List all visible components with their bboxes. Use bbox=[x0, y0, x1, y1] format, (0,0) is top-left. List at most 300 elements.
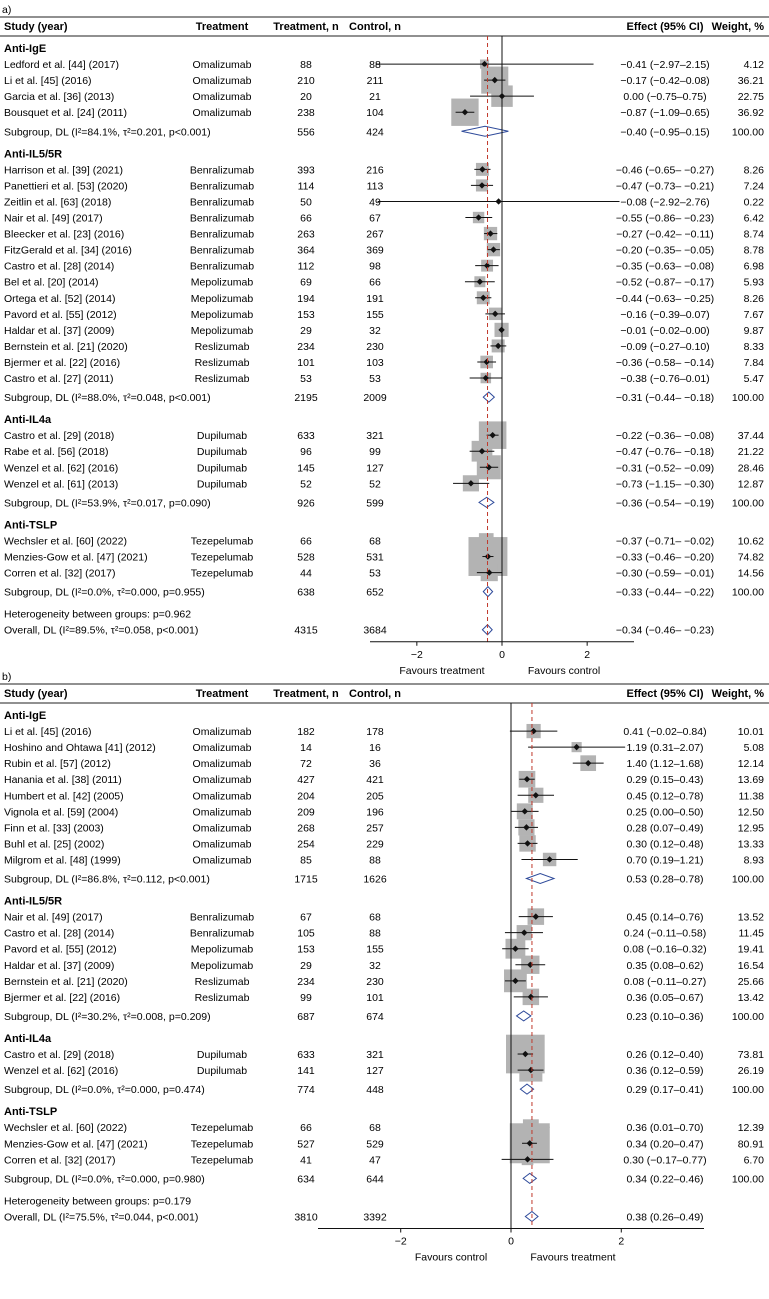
treatment-name: Dupilumab bbox=[196, 478, 248, 491]
study-name: Castro et al. [28] (2014) bbox=[4, 260, 115, 273]
group-heading: Anti-IgE bbox=[4, 43, 47, 56]
weight-value: 13.52 bbox=[737, 911, 764, 924]
x-tick-label: −2 bbox=[394, 1235, 407, 1248]
weight-value: 36.21 bbox=[737, 75, 764, 88]
control-n: 229 bbox=[366, 838, 384, 851]
treatment-n: 29 bbox=[300, 324, 312, 337]
treatment-n: 182 bbox=[297, 726, 315, 739]
control-n: 321 bbox=[366, 430, 384, 443]
subgroup-label: Subgroup, DL (I²=86.8%, τ²=0.112, p<0.001) bbox=[4, 873, 210, 886]
treatment-n: 66 bbox=[300, 212, 312, 225]
control-n: 53 bbox=[369, 373, 381, 386]
study-name: Bousquet et al. [24] (2011) bbox=[4, 107, 127, 120]
effect-ci: −0.87 (−1.09–0.65) bbox=[620, 107, 710, 120]
study-name: Bjermer et al. [22] (2016) bbox=[4, 991, 121, 1004]
treatment-name: Omalizumab bbox=[192, 742, 252, 755]
control-n: 529 bbox=[366, 1138, 384, 1151]
study-name: Rubin et al. [57] (2012) bbox=[4, 758, 111, 771]
heterogeneity-text: Heterogeneity between groups: p=0.179 bbox=[4, 1195, 192, 1208]
treatment-name: Reslizumab bbox=[194, 373, 250, 386]
x-tick-label: 2 bbox=[584, 648, 591, 661]
group-heading: Anti-TSLP bbox=[4, 519, 58, 532]
pooled-diamond bbox=[523, 1173, 536, 1183]
control-n: 103 bbox=[366, 356, 384, 369]
pooled-treatment-n: 774 bbox=[297, 1084, 315, 1097]
x-tick-label: 0 bbox=[499, 648, 505, 661]
study-name: Wechsler et al. [60] (2022) bbox=[4, 1122, 127, 1135]
effect-ci: 0.30 (0.12–0.48) bbox=[626, 838, 704, 851]
study-name: Li et al. [45] (2016) bbox=[4, 75, 92, 88]
effect-ci: 0.24 (−0.11–0.58) bbox=[623, 927, 707, 940]
study-name: Menzies-Gow et al. [47] (2021) bbox=[4, 1138, 148, 1151]
study-name: Corren et al. [32] (2017) bbox=[4, 1154, 116, 1167]
control-n: 321 bbox=[366, 1049, 384, 1062]
control-n: 52 bbox=[369, 478, 381, 491]
weight-value: 8.33 bbox=[743, 340, 764, 353]
pooled-control-n: 599 bbox=[366, 497, 384, 510]
pooled-effect-ci: −0.34 (−0.46– −0.23) bbox=[615, 624, 715, 637]
subgroup-label: Subgroup, DL (I²=0.0%, τ²=0.000, p=0.474) bbox=[4, 1084, 205, 1097]
effect-ci: 1.40 (1.12–1.68) bbox=[626, 758, 704, 771]
treatment-n: 114 bbox=[297, 180, 315, 193]
weight-value: 22.75 bbox=[737, 91, 764, 104]
effect-ci: 0.70 (0.19–1.21) bbox=[626, 854, 704, 867]
treatment-n: 364 bbox=[297, 244, 315, 257]
pooled-control-n: 2009 bbox=[363, 392, 387, 405]
weight-value: 11.45 bbox=[738, 927, 764, 940]
treatment-n: 96 bbox=[300, 446, 312, 459]
control-n: 98 bbox=[369, 260, 381, 273]
pooled-effect-ci: −0.36 (−0.54– −0.19) bbox=[615, 497, 715, 510]
pooled-treatment-n: 638 bbox=[297, 586, 315, 599]
study-name: Bernstein et al. [21] (2020) bbox=[4, 340, 128, 353]
study-name: Menzies-Gow et al. [47] (2021) bbox=[4, 551, 148, 564]
study-name: Wenzel et al. [62] (2016) bbox=[4, 1065, 119, 1078]
study-name: Pavord et al. [55] (2012) bbox=[4, 308, 117, 321]
favours-right-label: Favours control bbox=[527, 664, 601, 677]
study-name: Zeitlin et al. [63] (2018) bbox=[4, 196, 112, 209]
weight-value: 7.24 bbox=[743, 180, 764, 193]
pooled-effect-ci: 0.38 (0.26–0.49) bbox=[626, 1211, 704, 1224]
treatment-name: Tezepelumab bbox=[190, 535, 254, 548]
control-n: 104 bbox=[366, 107, 384, 120]
treatment-n: 52 bbox=[300, 478, 312, 491]
treatment-n: 50 bbox=[300, 196, 312, 209]
pooled-control-n: 644 bbox=[366, 1173, 384, 1186]
weight-value: 16.54 bbox=[737, 959, 764, 972]
treatment-n: 153 bbox=[297, 943, 315, 956]
weight-value: 12.87 bbox=[737, 478, 764, 491]
weight-value: 12.50 bbox=[737, 806, 764, 819]
panel-label: a) bbox=[2, 4, 12, 16]
treatment-n: 204 bbox=[297, 790, 315, 803]
effect-ci: −0.36 (−0.58– −0.14) bbox=[615, 356, 715, 369]
study-name: Castro et al. [28] (2014) bbox=[4, 927, 115, 940]
treatment-name: Dupilumab bbox=[196, 430, 248, 443]
treatment-n: 53 bbox=[300, 373, 312, 386]
treatment-n: 66 bbox=[300, 535, 312, 548]
control-n: 49 bbox=[369, 196, 381, 209]
pooled-effect-ci: −0.31 (−0.44– −0.18) bbox=[615, 392, 715, 405]
treatment-n: 99 bbox=[300, 991, 312, 1004]
effect-ci: −0.01 (−0.02–0.00) bbox=[620, 324, 710, 337]
group-heading: Anti-IL4a bbox=[4, 1032, 52, 1045]
pooled-effect-ci: 0.29 (0.17–0.41) bbox=[626, 1084, 704, 1097]
overall-label: Overall, DL (I²=89.5%, τ²=0.058, p<0.001) bbox=[4, 624, 199, 637]
treatment-name: Omalizumab bbox=[192, 59, 252, 72]
control-n: 421 bbox=[366, 774, 384, 787]
treatment-n: 20 bbox=[300, 91, 312, 104]
control-n: 205 bbox=[366, 790, 384, 803]
study-name: Hanania et al. [38] (2011) bbox=[4, 774, 122, 787]
control-n: 369 bbox=[366, 244, 384, 257]
pooled-control-n: 3392 bbox=[363, 1211, 387, 1224]
effect-ci: −0.35 (−0.63– −0.08) bbox=[615, 260, 715, 273]
column-header-effect: Effect (95% CI) bbox=[626, 688, 704, 700]
column-header-control-n: Control, n bbox=[349, 21, 401, 33]
control-n: 68 bbox=[369, 911, 381, 924]
treatment-n: 44 bbox=[300, 567, 312, 580]
treatment-name: Tezepelumab bbox=[190, 1138, 254, 1151]
treatment-n: 72 bbox=[300, 758, 312, 771]
control-n: 68 bbox=[369, 535, 381, 548]
pooled-treatment-n: 1715 bbox=[294, 873, 318, 886]
pooled-weight: 100.00 bbox=[731, 392, 764, 405]
weight-value: 8.26 bbox=[743, 164, 764, 177]
weight-value: 13.33 bbox=[737, 838, 764, 851]
control-n: 101 bbox=[366, 991, 384, 1004]
control-n: 155 bbox=[366, 943, 384, 956]
control-n: 67 bbox=[369, 212, 381, 225]
weight-value: 6.98 bbox=[743, 260, 764, 273]
weight-value: 10.01 bbox=[737, 726, 764, 739]
treatment-n: 234 bbox=[297, 340, 315, 353]
control-n: 211 bbox=[366, 75, 384, 88]
treatment-name: Omalizumab bbox=[192, 790, 252, 803]
pooled-effect-ci: 0.23 (0.10–0.36) bbox=[626, 1010, 704, 1023]
pooled-control-n: 448 bbox=[366, 1084, 384, 1097]
pooled-treatment-n: 634 bbox=[297, 1173, 315, 1186]
treatment-name: Benralizumab bbox=[189, 180, 255, 193]
control-n: 21 bbox=[369, 91, 381, 104]
weight-value: 26.19 bbox=[737, 1065, 764, 1078]
effect-ci: −0.47 (−0.73– −0.21) bbox=[615, 180, 715, 193]
treatment-n: 41 bbox=[300, 1154, 312, 1167]
control-n: 53 bbox=[369, 567, 381, 580]
effect-ci: −0.38 (−0.76–0.01) bbox=[620, 373, 710, 386]
pooled-treatment-n: 687 bbox=[297, 1010, 315, 1023]
treatment-n: 145 bbox=[297, 462, 315, 475]
treatment-name: Reslizumab bbox=[194, 356, 250, 369]
control-n: 191 bbox=[366, 292, 384, 305]
treatment-n: 69 bbox=[300, 276, 312, 289]
treatment-name: Benralizumab bbox=[189, 911, 255, 924]
study-name: Garcia et al. [36] (2013) bbox=[4, 91, 115, 104]
effect-ci: 0.36 (0.05–0.67) bbox=[626, 991, 704, 1004]
treatment-name: Benralizumab bbox=[189, 212, 255, 225]
effect-ci: −0.16 (−0.39–0.07) bbox=[620, 308, 710, 321]
weight-value: 12.95 bbox=[737, 822, 764, 835]
study-name: Milgrom et al. [48] (1999) bbox=[4, 854, 121, 867]
study-name: Corren et al. [32] (2017) bbox=[4, 567, 116, 580]
effect-ci: 0.08 (−0.16–0.32) bbox=[623, 943, 707, 956]
treatment-n: 88 bbox=[300, 59, 312, 72]
pooled-weight: 100.00 bbox=[731, 1173, 764, 1186]
treatment-name: Omalizumab bbox=[192, 91, 252, 104]
treatment-n: 67 bbox=[300, 911, 312, 924]
control-n: 66 bbox=[369, 276, 381, 289]
weight-value: 13.69 bbox=[737, 774, 764, 787]
control-n: 178 bbox=[366, 726, 384, 739]
effect-ci: 0.08 (−0.11–0.27) bbox=[623, 975, 707, 988]
effect-ci: −0.33 (−0.46– −0.20) bbox=[615, 551, 715, 564]
weight-value: 25.66 bbox=[737, 975, 764, 988]
effect-ci: 0.00 (−0.75–0.75) bbox=[623, 91, 707, 104]
x-tick-label: 2 bbox=[618, 1235, 625, 1248]
control-n: 257 bbox=[366, 822, 384, 835]
control-n: 127 bbox=[366, 1065, 384, 1078]
treatment-name: Benralizumab bbox=[189, 927, 255, 940]
effect-ci: −0.46 (−0.65– −0.27) bbox=[615, 164, 715, 177]
pooled-treatment-n: 2195 bbox=[294, 392, 318, 405]
treatment-name: Benralizumab bbox=[189, 260, 255, 273]
study-name: Wenzel et al. [62] (2016) bbox=[4, 462, 119, 475]
treatment-name: Dupilumab bbox=[196, 446, 248, 459]
pooled-control-n: 424 bbox=[366, 126, 384, 139]
point-estimate bbox=[495, 198, 501, 204]
treatment-name: Dupilumab bbox=[196, 1065, 248, 1078]
treatment-n: 85 bbox=[300, 854, 312, 867]
weight-value: 12.14 bbox=[737, 758, 764, 771]
control-n: 113 bbox=[366, 180, 384, 193]
overall-label: Overall, DL (I²=75.5%, τ²=0.044, p<0.001) bbox=[4, 1211, 199, 1224]
treatment-name: Tezepelumab bbox=[190, 1122, 254, 1135]
control-n: 36 bbox=[369, 758, 381, 771]
treatment-n: 14 bbox=[300, 742, 312, 755]
weight-value: 28.46 bbox=[737, 462, 764, 475]
subgroup-label: Subgroup, DL (I²=0.0%, τ²=0.000, p=0.980) bbox=[4, 1173, 205, 1186]
study-name: Haldar et al. [37] (2009) bbox=[4, 324, 115, 337]
study-name: Harrison et al. [39] (2021) bbox=[4, 164, 124, 177]
heterogeneity-text: Heterogeneity between groups: p=0.962 bbox=[4, 608, 192, 621]
treatment-n: 101 bbox=[297, 356, 315, 369]
treatment-name: Benralizumab bbox=[189, 164, 255, 177]
effect-ci: 0.29 (0.15–0.43) bbox=[626, 774, 704, 787]
effect-ci: 0.30 (−0.17–0.77) bbox=[623, 1154, 707, 1167]
control-n: 267 bbox=[366, 228, 384, 241]
study-name: Nair et al. [49] (2017) bbox=[4, 212, 103, 225]
favours-left-label: Favours control bbox=[414, 1251, 488, 1264]
weight-value: 7.67 bbox=[743, 308, 764, 321]
group-heading: Anti-IL5/5R bbox=[4, 148, 63, 161]
treatment-n: 527 bbox=[297, 1138, 315, 1151]
effect-ci: 0.28 (0.07–0.49) bbox=[626, 822, 704, 835]
subgroup-label: Subgroup, DL (I²=88.0%, τ²=0.048, p<0.001) bbox=[4, 392, 211, 405]
effect-ci: 0.25 (0.00–0.50) bbox=[626, 806, 704, 819]
weight-value: 12.39 bbox=[737, 1122, 764, 1135]
pooled-treatment-n: 926 bbox=[297, 497, 315, 510]
treatment-n: 210 bbox=[297, 75, 315, 88]
study-name: Wechsler et al. [60] (2022) bbox=[4, 535, 127, 548]
column-header-study: Study (year) bbox=[4, 688, 68, 700]
weight-value: 21.22 bbox=[737, 446, 764, 459]
pooled-control-n: 3684 bbox=[363, 624, 387, 637]
effect-ci: −0.37 (−0.71– −0.02) bbox=[615, 535, 715, 548]
study-name: Pavord et al. [55] (2012) bbox=[4, 943, 117, 956]
control-n: 68 bbox=[369, 1122, 381, 1135]
treatment-name: Omalizumab bbox=[192, 822, 252, 835]
control-n: 88 bbox=[369, 927, 381, 940]
effect-ci: −0.55 (−0.86– −0.23) bbox=[615, 212, 715, 225]
treatment-name: Omalizumab bbox=[192, 854, 252, 867]
treatment-name: Omalizumab bbox=[192, 806, 252, 819]
pooled-diamond bbox=[462, 126, 509, 136]
treatment-name: Benralizumab bbox=[189, 196, 255, 209]
pooled-effect-ci: −0.40 (−0.95–0.15) bbox=[620, 126, 710, 139]
study-name: Haldar et al. [37] (2009) bbox=[4, 959, 115, 972]
column-header-treatment-n: Treatment, n bbox=[273, 21, 339, 33]
study-name: Castro et al. [29] (2018) bbox=[4, 430, 115, 443]
study-name: Castro et al. [29] (2018) bbox=[4, 1049, 115, 1062]
control-n: 127 bbox=[366, 462, 384, 475]
x-tick-label: 0 bbox=[508, 1235, 514, 1248]
pooled-weight: 100.00 bbox=[731, 1084, 764, 1097]
pooled-control-n: 674 bbox=[366, 1010, 384, 1023]
effect-ci: 0.36 (0.01–0.70) bbox=[626, 1122, 704, 1135]
treatment-name: Mepolizumab bbox=[190, 324, 254, 337]
column-header-study: Study (year) bbox=[4, 21, 68, 33]
study-name: Wenzel et al. [61] (2013) bbox=[4, 478, 119, 491]
treatment-name: Benralizumab bbox=[189, 228, 255, 241]
control-n: 216 bbox=[366, 164, 384, 177]
treatment-n: 194 bbox=[297, 292, 315, 305]
control-n: 88 bbox=[369, 59, 381, 72]
treatment-name: Reslizumab bbox=[194, 991, 250, 1004]
effect-ci: −0.31 (−0.52– −0.09) bbox=[615, 462, 715, 475]
pooled-weight: 100.00 bbox=[731, 126, 764, 139]
column-header-effect: Effect (95% CI) bbox=[626, 21, 704, 33]
study-name: Bleecker et al. [23] (2016) bbox=[4, 228, 125, 241]
weight-value: 36.92 bbox=[737, 107, 764, 120]
group-heading: Anti-TSLP bbox=[4, 1106, 58, 1119]
group-heading: Anti-IL4a bbox=[4, 414, 52, 427]
control-n: 155 bbox=[366, 308, 384, 321]
treatment-name: Mepolizumab bbox=[190, 943, 254, 956]
study-name: Vignola et al. [59] (2004) bbox=[4, 806, 119, 819]
treatment-name: Reslizumab bbox=[194, 975, 250, 988]
study-name: Finn et al. [33] (2003) bbox=[4, 822, 104, 835]
treatment-name: Omalizumab bbox=[192, 758, 252, 771]
treatment-name: Dupilumab bbox=[196, 462, 248, 475]
treatment-n: 209 bbox=[297, 806, 315, 819]
pooled-treatment-n: 556 bbox=[297, 126, 315, 139]
study-name: Bel et al. [20] (2014) bbox=[4, 276, 99, 289]
treatment-n: 105 bbox=[297, 927, 315, 940]
study-name: Castro et al. [27] (2011) bbox=[4, 373, 114, 386]
treatment-n: 268 bbox=[297, 822, 315, 835]
pooled-effect-ci: −0.33 (−0.44– −0.22) bbox=[615, 586, 715, 599]
effect-ci: 1.19 (0.31–2.07) bbox=[626, 742, 704, 755]
study-name: Nair et al. [49] (2017) bbox=[4, 911, 103, 924]
treatment-n: 633 bbox=[297, 430, 315, 443]
effect-ci: 0.45 (0.14–0.76) bbox=[626, 911, 704, 924]
weight-value: 11.38 bbox=[738, 790, 764, 803]
weight-value: 5.08 bbox=[743, 742, 764, 755]
treatment-n: 29 bbox=[300, 959, 312, 972]
effect-ci: −0.73 (−1.15– −0.30) bbox=[615, 478, 715, 491]
treatment-n: 263 bbox=[297, 228, 315, 241]
weight-value: 80.91 bbox=[737, 1138, 764, 1151]
weight-value: 73.81 bbox=[737, 1049, 764, 1062]
column-header-treatment: Treatment bbox=[195, 21, 249, 33]
treatment-n: 112 bbox=[297, 260, 315, 273]
weight-value: 14.56 bbox=[737, 567, 764, 580]
treatment-name: Omalizumab bbox=[192, 107, 252, 120]
treatment-name: Reslizumab bbox=[194, 340, 250, 353]
effect-ci: −0.41 (−2.97–2.15) bbox=[620, 59, 710, 72]
weight-value: 6.42 bbox=[743, 212, 764, 225]
pooled-diamond bbox=[526, 874, 554, 884]
subgroup-label: Subgroup, DL (I²=30.2%, τ²=0.008, p=0.209) bbox=[4, 1010, 211, 1023]
treatment-name: Tezepelumab bbox=[190, 567, 254, 580]
favours-left-label: Favours treatment bbox=[399, 664, 485, 677]
group-heading: Anti-IgE bbox=[4, 710, 47, 723]
weight-value: 5.47 bbox=[743, 373, 764, 386]
weight-value: 19.41 bbox=[737, 943, 764, 956]
treatment-name: Mepolizumab bbox=[190, 292, 254, 305]
weight-value: 8.93 bbox=[743, 854, 764, 867]
treatment-name: Dupilumab bbox=[196, 1049, 248, 1062]
treatment-n: 141 bbox=[297, 1065, 315, 1078]
study-name: Li et al. [45] (2016) bbox=[4, 726, 92, 739]
effect-ci: −0.17 (−0.42–0.08) bbox=[620, 75, 710, 88]
pooled-weight: 100.00 bbox=[731, 497, 764, 510]
treatment-n: 254 bbox=[297, 838, 315, 851]
study-name: Ledford et al. [44] (2017) bbox=[4, 59, 119, 72]
weight-value: 5.93 bbox=[743, 276, 764, 289]
pooled-control-n: 1626 bbox=[363, 873, 387, 886]
treatment-n: 633 bbox=[297, 1049, 315, 1062]
pooled-treatment-n: 3810 bbox=[294, 1211, 318, 1224]
control-n: 32 bbox=[369, 959, 381, 972]
weight-value: 13.42 bbox=[737, 991, 764, 1004]
column-header-treatment-n: Treatment, n bbox=[273, 688, 339, 700]
treatment-n: 427 bbox=[297, 774, 315, 787]
effect-ci: −0.30 (−0.59– −0.01) bbox=[615, 567, 715, 580]
study-name: Buhl et al. [25] (2002) bbox=[4, 838, 105, 851]
effect-ci: 0.36 (0.12–0.59) bbox=[626, 1065, 704, 1078]
weight-value: 10.62 bbox=[737, 535, 764, 548]
weight-value: 0.22 bbox=[743, 196, 764, 209]
study-name: Humbert et al. [42] (2005) bbox=[4, 790, 124, 803]
weight-value: 74.82 bbox=[737, 551, 764, 564]
treatment-name: Omalizumab bbox=[192, 75, 252, 88]
panel-label: b) bbox=[2, 671, 12, 683]
effect-ci: 0.35 (0.08–0.62) bbox=[626, 959, 704, 972]
weight-value: 7.84 bbox=[743, 356, 764, 369]
treatment-n: 528 bbox=[297, 551, 315, 564]
treatment-name: Benralizumab bbox=[189, 244, 255, 257]
effect-ci: −0.09 (−0.27–0.10) bbox=[620, 340, 710, 353]
study-name: Ortega et al. [52] (2014) bbox=[4, 292, 116, 305]
column-header-control-n: Control, n bbox=[349, 688, 401, 700]
treatment-n: 234 bbox=[297, 975, 315, 988]
treatment-n: 393 bbox=[297, 164, 315, 177]
weight-value: 6.70 bbox=[743, 1154, 764, 1167]
study-name: Bernstein et al. [21] (2020) bbox=[4, 975, 128, 988]
effect-ci: −0.27 (−0.42– −0.11) bbox=[616, 228, 714, 241]
effect-ci: 0.45 (0.12–0.78) bbox=[626, 790, 704, 803]
